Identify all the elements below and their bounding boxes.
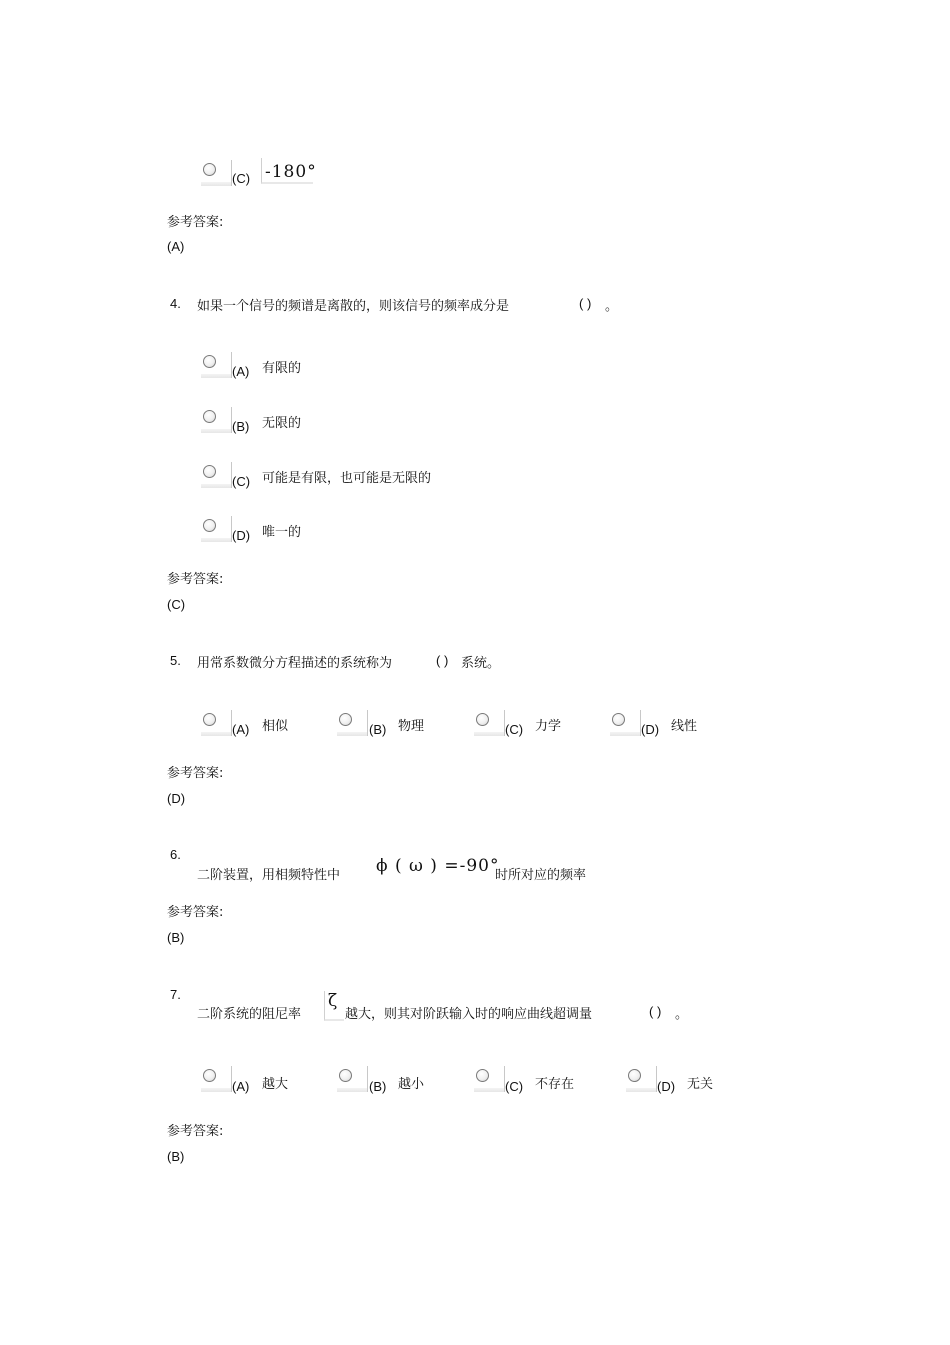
radio-circle-icon (203, 465, 216, 478)
option-text: 不存在 (535, 1077, 575, 1092)
radio-circle-icon (203, 519, 216, 532)
question-symbol: ζ (328, 991, 339, 1011)
option-letter: (B) (232, 419, 250, 434)
radio-shade (626, 1088, 656, 1092)
question-stem: 二阶系统的阻尼率 (197, 1007, 302, 1022)
q5-option-a-radio[interactable] (201, 710, 231, 736)
option-letter: (A) (232, 1079, 250, 1094)
radio-shade (201, 429, 231, 433)
radio-shade (474, 732, 504, 736)
radio-shade (201, 182, 231, 186)
radio-circle-icon (203, 410, 216, 423)
radio-shade (201, 1088, 231, 1092)
radio-shade (337, 1088, 367, 1092)
option-letter: (C) (232, 171, 251, 186)
option-text: 唯一的 (262, 525, 302, 540)
option-letter: (C) (505, 722, 524, 737)
option-letter: (C) (232, 474, 251, 489)
option-text: 越小 (398, 1077, 425, 1092)
option-letter: (C) (505, 1079, 524, 1094)
q4-option-a-radio[interactable] (201, 352, 231, 378)
answer-value: (A) (167, 239, 185, 254)
q4-option-c-radio[interactable] (201, 462, 231, 488)
q7-option-a-radio[interactable] (201, 1066, 231, 1092)
question-blank: ( ) (436, 653, 449, 668)
q5-option-d-radio[interactable] (610, 710, 640, 736)
answer-value: (C) (167, 597, 186, 612)
answer-label: 参考答案: (167, 215, 224, 230)
q4-option-b-radio[interactable] (201, 407, 231, 433)
option-letter: (B) (369, 1079, 387, 1094)
question-formula: ϕ ( ω ) =-90° (376, 856, 500, 876)
option-letter: (D) (657, 1079, 676, 1094)
radio-circle-icon (203, 355, 216, 368)
radio-circle-icon (339, 1069, 352, 1082)
question-stem-tail: 越大，则其对阶跃输入时的响应曲线超调量 (345, 1007, 593, 1022)
q4-option-d-radio[interactable] (201, 516, 231, 542)
option-text: 相似 (262, 719, 289, 734)
question-stem: 用常系数微分方程描述的系统称为 (197, 656, 393, 671)
question-number: 4. (170, 296, 181, 311)
radio-circle-icon (203, 163, 216, 176)
radio-shade (201, 374, 231, 378)
answer-label: 参考答案: (167, 1124, 224, 1139)
question-stem: 如果一个信号的频谱是离散的，则该信号的频率成分是 (197, 299, 510, 314)
q5-option-b-radio[interactable] (337, 710, 367, 736)
radio-circle-icon (476, 713, 489, 726)
question-end: 系统。 (461, 656, 501, 671)
radio-shade (337, 732, 367, 736)
option-text: 有限的 (262, 361, 302, 376)
answer-value: (B) (167, 1149, 185, 1164)
option-text: 线性 (671, 719, 698, 734)
q3-option-c-radio[interactable] (201, 160, 231, 186)
option-formula: -180° (265, 162, 317, 182)
answer-label: 参考答案: (167, 766, 224, 781)
option-letter: (A) (232, 722, 250, 737)
radio-shade (610, 732, 640, 736)
question-number: 6. (170, 847, 181, 862)
q7-option-c-radio[interactable] (474, 1066, 504, 1092)
radio-shade (474, 1088, 504, 1092)
option-letter: (D) (232, 528, 251, 543)
radio-circle-icon (203, 713, 216, 726)
question-end: 。 (675, 1007, 689, 1022)
question-stem-tail: 时所对应的频率 (495, 868, 587, 883)
option-text: 无限的 (262, 416, 302, 431)
radio-circle-icon (628, 1069, 641, 1082)
question-end: 。 (605, 299, 619, 314)
question-blank: ( ) (649, 1004, 662, 1019)
q7-option-b-radio[interactable] (337, 1066, 367, 1092)
q5-option-c-radio[interactable] (474, 710, 504, 736)
question-number: 7. (170, 987, 181, 1002)
option-letter: (A) (232, 364, 250, 379)
question-stem: 二阶装置，用相频特性中 (197, 868, 341, 883)
answer-value: (D) (167, 791, 186, 806)
radio-shade (201, 732, 231, 736)
option-text: 可能是有限，也可能是无限的 (262, 471, 432, 486)
radio-circle-icon (476, 1069, 489, 1082)
radio-shade (201, 484, 231, 488)
q7-option-d-radio[interactable] (626, 1066, 656, 1092)
radio-separator (367, 710, 368, 736)
option-text: 物理 (398, 719, 425, 734)
question-blank: ( ) (579, 296, 592, 311)
radio-circle-icon (203, 1069, 216, 1082)
radio-circle-icon (612, 713, 625, 726)
question-number: 5. (170, 653, 181, 668)
answer-value: (B) (167, 930, 185, 945)
radio-circle-icon (339, 713, 352, 726)
radio-separator (367, 1066, 368, 1092)
option-text: 越大 (262, 1077, 289, 1092)
option-letter: (B) (369, 722, 387, 737)
option-letter: (D) (641, 722, 660, 737)
answer-label: 参考答案: (167, 572, 224, 587)
answer-label: 参考答案: (167, 905, 224, 920)
radio-shade (201, 538, 231, 542)
option-text: 力学 (535, 719, 562, 734)
option-text: 无关 (687, 1077, 714, 1092)
